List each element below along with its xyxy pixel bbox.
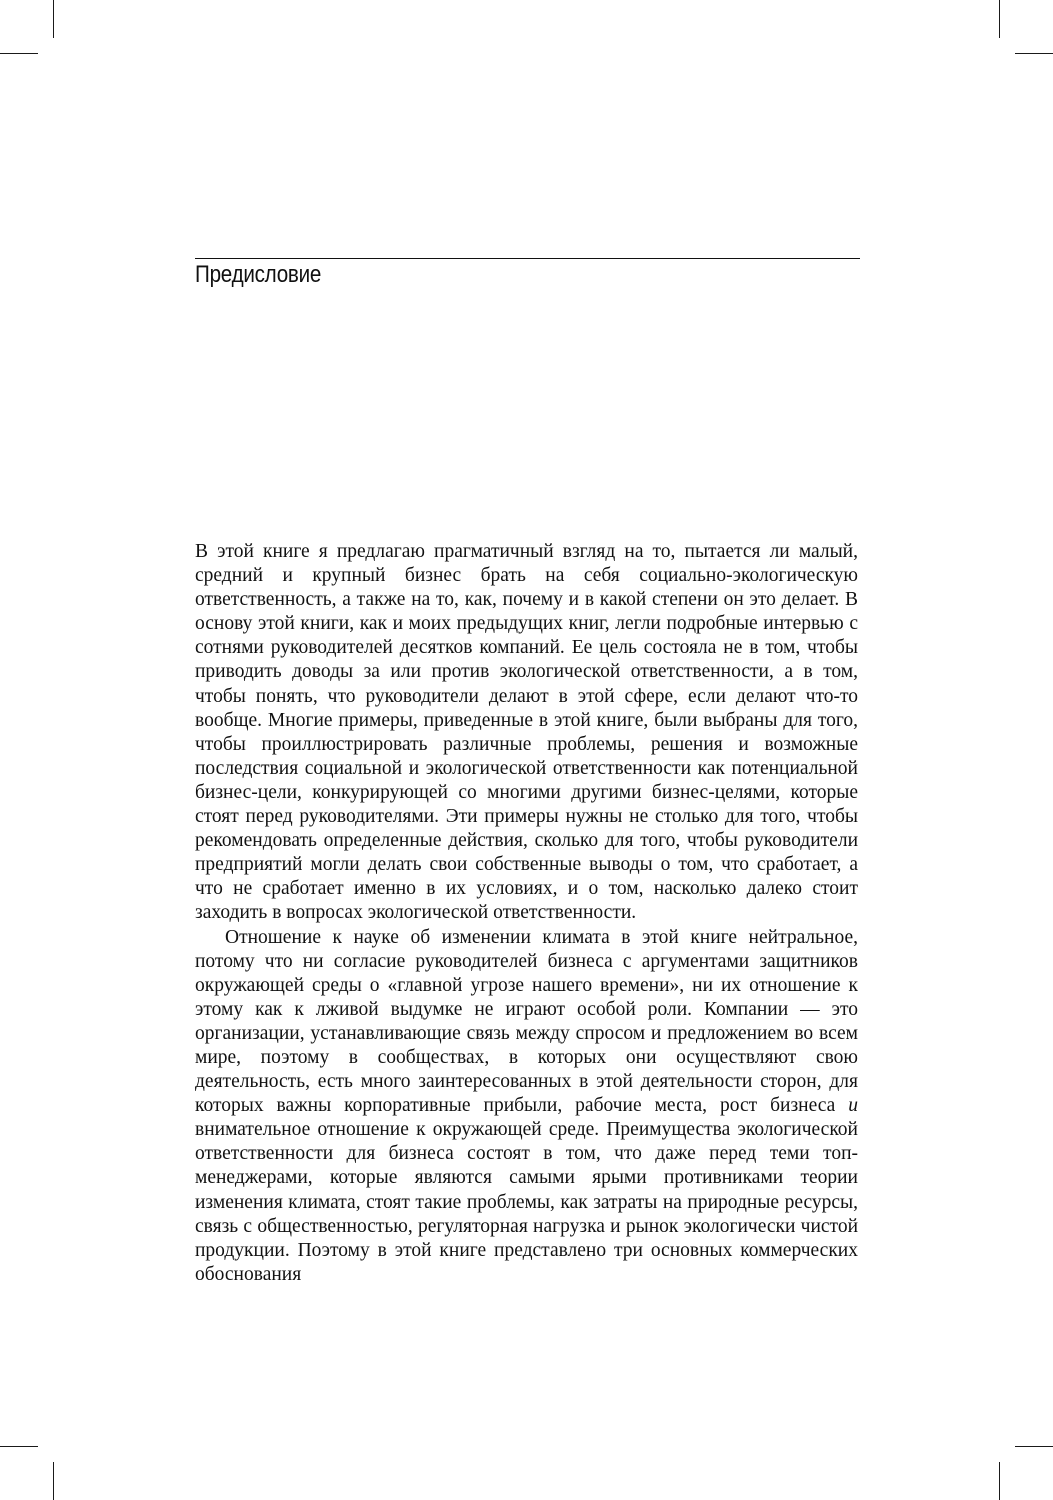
paragraph-text: внимательное отношение к окружающей среде. Преимущества экологической ответственности для бизнеса состоят в том, что даже перед теми топ-менеджерами, которые являются самыми ярыми противниками теории изменения климата, стоят такие проблемы, как затраты на природные ресурсы, связь с общественностью, регуляторная нагрузка и рынок экологически чистой продукции. Поэтому в этой книге представлено три основных коммерческих обоснования bbox=[195, 1119, 858, 1285]
crop-mark-bottom-left-vertical bbox=[53, 1462, 54, 1500]
chapter-title-rule bbox=[195, 258, 860, 259]
crop-mark-top-left-vertical bbox=[53, 0, 54, 38]
body-text bbox=[195, 540, 858, 1287]
chapter-title: Предисловие bbox=[195, 261, 322, 288]
crop-mark-bottom-right-horizontal bbox=[1015, 1446, 1053, 1447]
crop-mark-top-right-horizontal bbox=[1015, 53, 1053, 54]
crop-mark-top-left-horizontal bbox=[0, 53, 38, 54]
paragraph bbox=[195, 926, 858, 1287]
paragraph-text: Отношение к науке об изменении климата в этой книге нейтральное, потому что ни согласие руководителей бизнеса с аргументами защитников окружающей среды о «главной угрозе нашего времени», ни их отношение к этому как к лживой выдумке не играют особой роли. Компании — это организации, устанавливающие связь между спросом и предложением во всем мире, поэтому в сообществах, в которых они осуществляют свою деятельность, есть много заинтересованных в этой деятельности сторон, для которых важны корпоративные прибыли, рабочие места, рост бизнеса bbox=[195, 926, 858, 1117]
italic-emphasis: и bbox=[848, 1095, 858, 1117]
crop-mark-bottom-right-vertical bbox=[999, 1462, 1000, 1500]
crop-mark-top-right-vertical bbox=[999, 0, 1000, 38]
crop-mark-bottom-left-horizontal bbox=[0, 1446, 38, 1447]
paragraph: В этой книге я предлагаю прагматичный взгляд на то, пытается ли малый, средний и крупный бизнес брать на себя социально-экологическую ответственность, а также на то, как, почему и в какой степени он это делает. В основу этой книги, как и моих предыдущих книг, легли подробные интервью с сотнями руководителей десятков компаний. Ее цель состояла не в том, чтобы приводить доводы за или против экологической ответственности, а в том, чтобы понять, что руководители делают в этой сфере, если делают что-то вообще. Многие примеры, приведенные в этой книге, были выбраны для того, чтобы проиллюстрировать различные проблемы, решения и возможные последствия социальной и экологической ответственности как потенциальной бизнес-цели, конкурирующей со многими другими бизнес-целями, которые стоят перед руководителями. Эти примеры нужны не столько для того, чтобы рекомендовать определенные действия, сколько для того, чтобы руководители предприятий могли делать свои собственные выводы о том, что сработает, а что не сработает именно в их условиях, и о том, насколько далеко стоит заходить в вопросах экологической ответственности. bbox=[195, 541, 858, 924]
